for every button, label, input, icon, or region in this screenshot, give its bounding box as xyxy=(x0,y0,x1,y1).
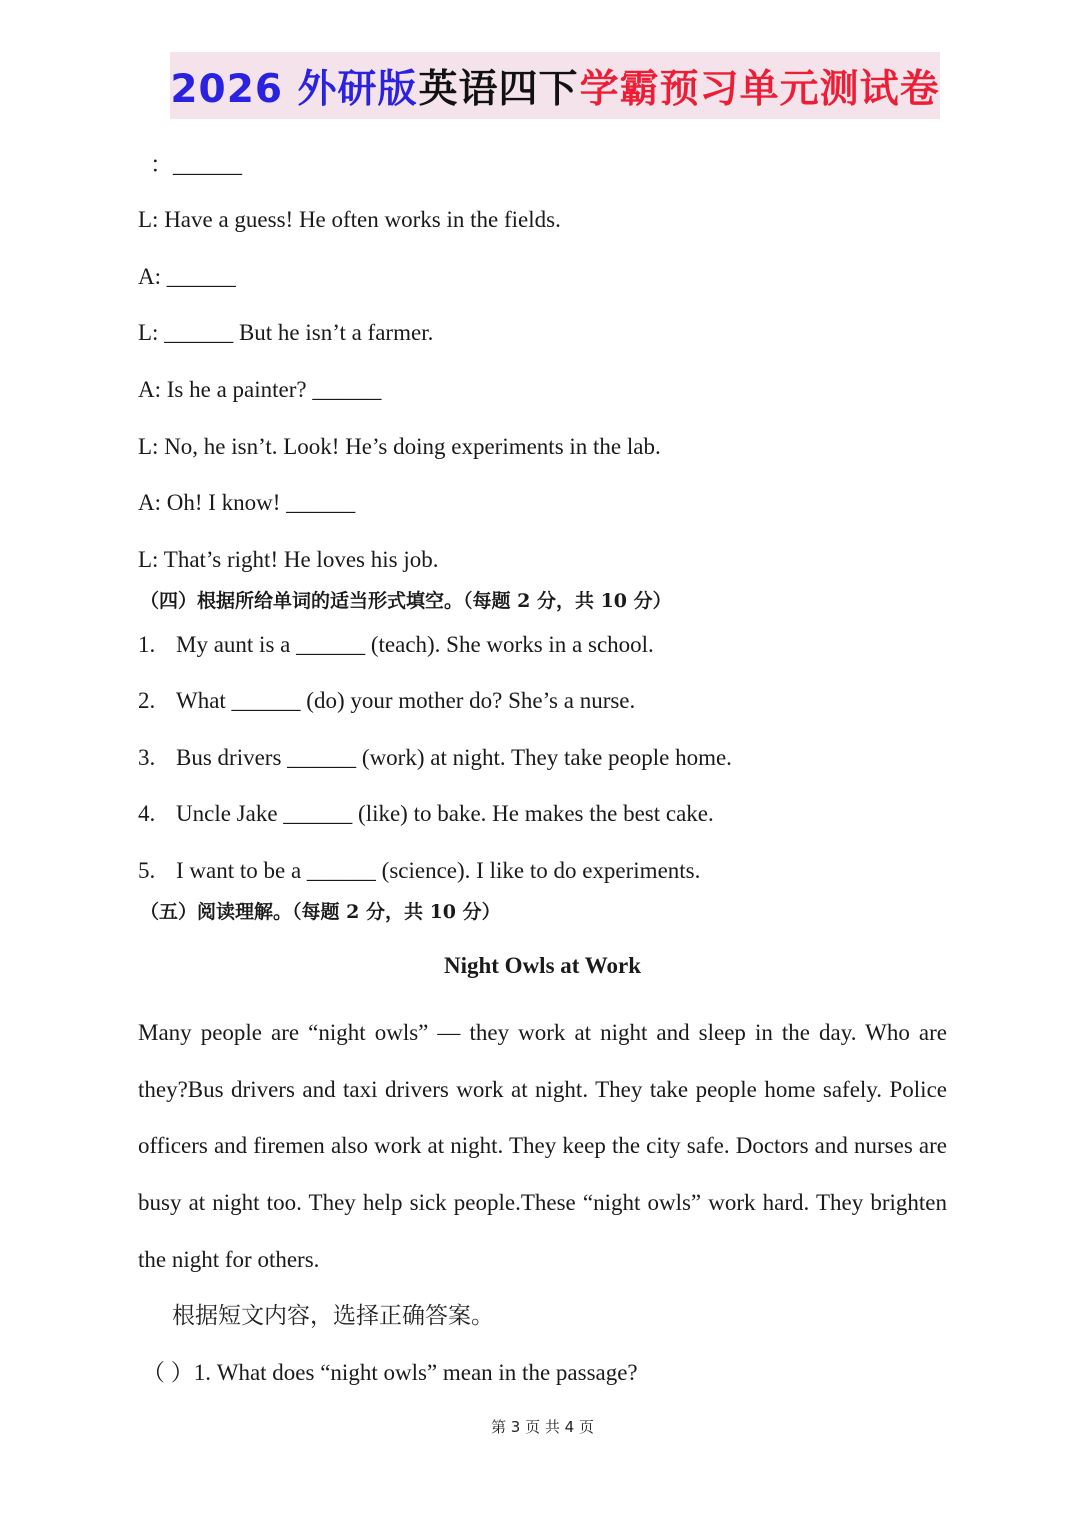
banner-subject: 英语四下 xyxy=(418,66,579,112)
item-text: Bus drivers ______ (work) at night. They take people home. xyxy=(176,745,732,770)
fill-in-item xyxy=(138,630,654,660)
section-4-heading: （四）根据所给单词的适当形式填空。（每题 2 分，共 10 分） xyxy=(140,590,672,612)
item-text: What ______ (do) your mother do? She’s a nurse. xyxy=(176,688,636,713)
item-text: My aunt is a ______ (teach). She works in a school. xyxy=(176,632,654,657)
dialogue-line: L: ______ But he isn’t a farmer. xyxy=(138,320,434,345)
question-1: （ ）1. What does “night owls” mean in the passage? xyxy=(142,1360,638,1385)
dialogue-line: A: Is he a painter? ______ xyxy=(138,377,382,402)
dialogue-line: L: No, he isn’t. Look! He’s doing experiments in the lab. xyxy=(138,434,661,459)
fill-in-item xyxy=(138,743,732,773)
reading-passage: Many people are “night owls” — they work at night and sleep in the day. Who are they?Bus drivers and taxi drivers work at night. They take people home safely. Police officers and firemen also work at night. They keep the city safe. Doctors and nurses are busy at night too. They help sick people.These “night owls” work hard. They brighten the night for others. xyxy=(138,1020,947,1272)
question-instruction: 根据短文内容，选择正确答案。 xyxy=(172,1303,494,1329)
item-number: 4. xyxy=(138,801,156,826)
title-banner xyxy=(170,52,940,119)
section-5-heading: （五）阅读理解。（每题 2 分，共 10 分） xyxy=(140,901,501,923)
dialogue-line: A: ______ xyxy=(138,264,236,289)
page-footer: 第 3 页 共 4 页 xyxy=(491,1418,594,1436)
fill-in-item xyxy=(138,799,714,829)
item-number: 1. xyxy=(138,632,156,657)
banner-year-edition: 2026 外研版 xyxy=(170,66,418,112)
dialogue-line: ：______ xyxy=(150,152,242,177)
fill-in-item xyxy=(138,856,700,886)
item-number: 5. xyxy=(138,858,156,883)
item-text: I want to be a ______ (science). I like to do experiments. xyxy=(176,858,701,883)
passage-title: Night Owls at Work xyxy=(443,953,642,978)
fill-in-item xyxy=(138,686,635,716)
dialogue-line: A: Oh! I know! ______ xyxy=(138,490,356,515)
dialogue-line: L: Have a guess! He often works in the fields. xyxy=(138,207,561,232)
dialogue-line: L: That’s right! He loves his job. xyxy=(138,547,439,572)
item-number: 3. xyxy=(138,745,156,770)
banner-test-name: 学霸预习单元测试卷 xyxy=(579,66,940,112)
item-text: Uncle Jake ______ (like) to bake. He makes the best cake. xyxy=(176,801,714,826)
item-number: 2. xyxy=(138,688,156,713)
